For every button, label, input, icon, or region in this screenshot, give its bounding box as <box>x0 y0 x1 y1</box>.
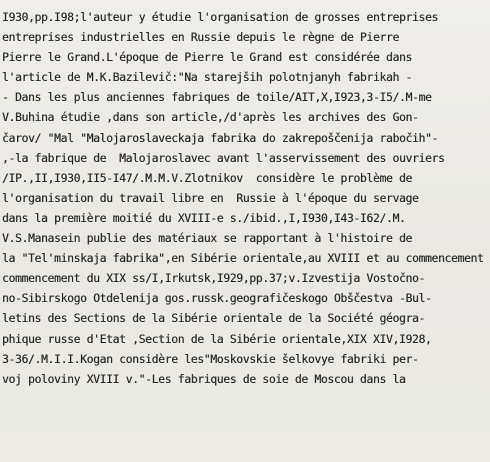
text-line: letins des Sections de la Sibérie orientale de la Société géogra- <box>2 311 426 326</box>
text-line: čarov/ "Mal "Malojaroslaveckaja fabrika do zakrepoščenija rabočih"- <box>2 130 439 145</box>
text-line: /IP.,II,I930,II5-I47/.M.M.V.Zlotnikov considère le problème de <box>2 170 412 185</box>
text-line: entreprises industrielles en Russie depuis le règne de Pierre <box>2 30 399 45</box>
text-line: voj poloviny XVIII v."-Les fabriques de soie de Moscou dans la <box>2 371 406 386</box>
text-line: Pierre le Grand.L'époque de Pierre le Grand est considérée dans <box>2 50 412 65</box>
text-line: - Dans les plus anciennes fabriques de toile/AIT,X,I923,3-I5/.M-me <box>2 90 432 105</box>
text-line: la "Tel'minskaja fabrika",en Sibérie orientale,au XVIII et au commencement <box>2 251 484 266</box>
typewritten-text-block <box>2 7 488 389</box>
text-line: l'organisation du travail libre en Russie à l'époque du servage <box>2 190 419 205</box>
text-line: no-Sibirskogo Otdelenija gos.russk.geografičeskogo Obščestva -Bul- <box>2 291 432 306</box>
text-line: l'article de M.K.Bazilevič:"Na starejših polotnjanyh fabrikah - <box>2 70 412 85</box>
text-line: V.S.Manasein publie des matériaux se rapportant à l'histoire de <box>2 231 412 246</box>
text-line: commencement du XIX ss/I,Irkutsk,I929,pp.37;v.Izvestija Vostočno- <box>2 271 426 286</box>
text-line: dans la première moitié du XVIII-e s./ibid.,I,I930,I43-I62/.M. <box>2 210 406 225</box>
text-line: ,-la fabrique de Malojaroslavec avant l'asservissement des ouvriers <box>2 150 445 165</box>
text-line: I930,pp.I98;l'auteur y étudie l'organisation de grosses entreprises <box>2 10 439 24</box>
text-line: 3-36/.M.I.I.Kogan considère les"Moskovskie šelkovye fabriki per- <box>2 351 419 366</box>
text-line: V.Buhina étudie ,dans son article,/d'après les archives des Gon- <box>2 110 419 125</box>
text-line: phique russe d'Etat ,Section de la Sibérie orientale,XIX XIV,I928, <box>2 331 432 346</box>
